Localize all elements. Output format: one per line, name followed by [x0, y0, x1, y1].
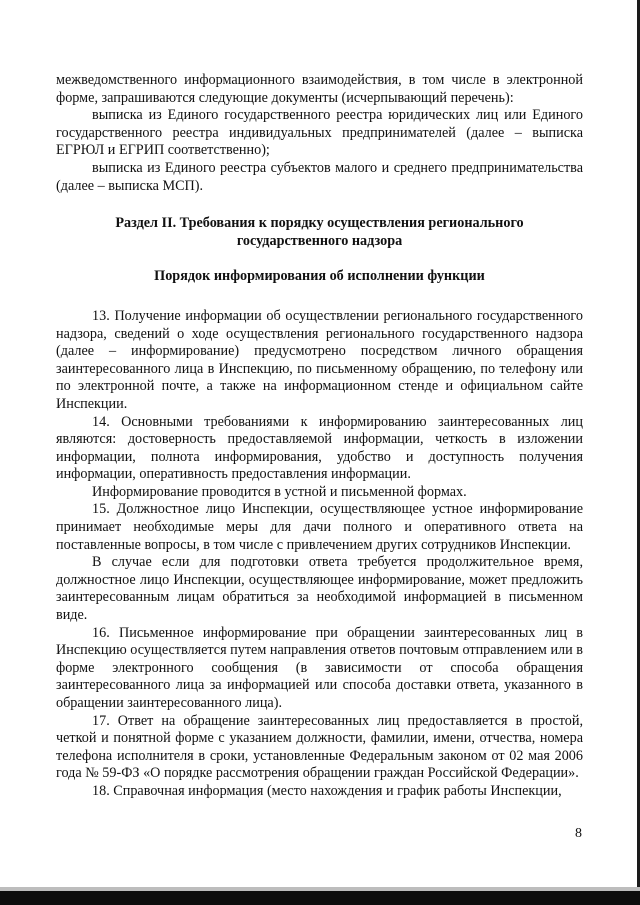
section-subheading: Порядок информирования об исполнении функции [154, 268, 485, 285]
paragraph-17: 17. Ответ на обращение заинтересованных лиц предоставляется в простой, четкой и понятной форме с указанием должности, фамилии, имени, отчества, номера телефона исполнителя в сроки, установленные Федеральным законом от 02 мая 2006 года № 59-ФЗ «О порядке рассмотрения обращении граждан Российской Федерации». [56, 712, 583, 782]
paragraph-14-forms: Информирование проводится в устной и письменной формах. [92, 483, 467, 500]
section-heading: Раздел II. Требования к порядку осуществления регионального государственного надзора [115, 215, 524, 249]
intro-paragraph: межведомственного информационного взаимодействия, в том числе в электронной форме, запрашиваются следующие документы (исчерпывающий перечень): [56, 72, 583, 106]
list-item-egrul: выписка из Единого государственного реестра юридических лиц или Единого государственного реестра индивидуальных предпринимателей (далее – выписка ЕГРЮЛ и ЕГРИП соответственно); [56, 107, 583, 159]
paragraph-18: 18. Справочная информация (место нахождения и график работы Инспекции, [92, 782, 562, 799]
paragraph-15: 15. Должностное лицо Инспекции, осуществляющее устное информирование принимает необходимые меры для дачи полного и оперативного ответа на поставленные вопросы, в том числе с привлечением других сотрудников Инспекции. [56, 501, 583, 553]
list-item-msp: выписка из Единого реестра субъектов малого и среднего предпринимательства (далее – выписка МСП). [56, 159, 583, 194]
paragraph-13: 13. Получение информации об осуществлении регионального государственного надзора, сведений о ходе осуществления регионального государственного надзора (далее – информирование) предусмотрено посредством личного обращения заинтересованного лица в Инспекцию, по письменному обращению, по телефону или по электронной почте, а также на информационном стенде и официальном сайте Инспекции. [56, 307, 583, 412]
scan-edge-bottom [0, 891, 640, 905]
paragraph-15-followup: В случае если для подготовки ответа требуется продолжительное время, должностное лицо Инспекции, осуществляющее информирование, может предложить заинтересованным лицам обратиться за необходимой информацией в письменном виде. [56, 554, 583, 624]
paragraph-16: 16. Письменное информирование при обращении заинтересованных лиц в Инспекцию осуществляется путем направления ответов почтовым отправлением или в форме электронного сообщения (в зависимости от способа обращения заинтересованного лица за информацией или способа доставки ответа, указанного в обращении заинтересованного лица). [56, 624, 583, 711]
paragraph-14: 14. Основными требованиями к информированию заинтересованных лиц являются: достоверность предоставляемой информации, четкость в изложении информации, полнота информирования, удобство и доступность получения информации, оперативность предоставления информации. [56, 413, 583, 483]
page-number: 8 [575, 826, 582, 841]
page-content [56, 72, 583, 801]
